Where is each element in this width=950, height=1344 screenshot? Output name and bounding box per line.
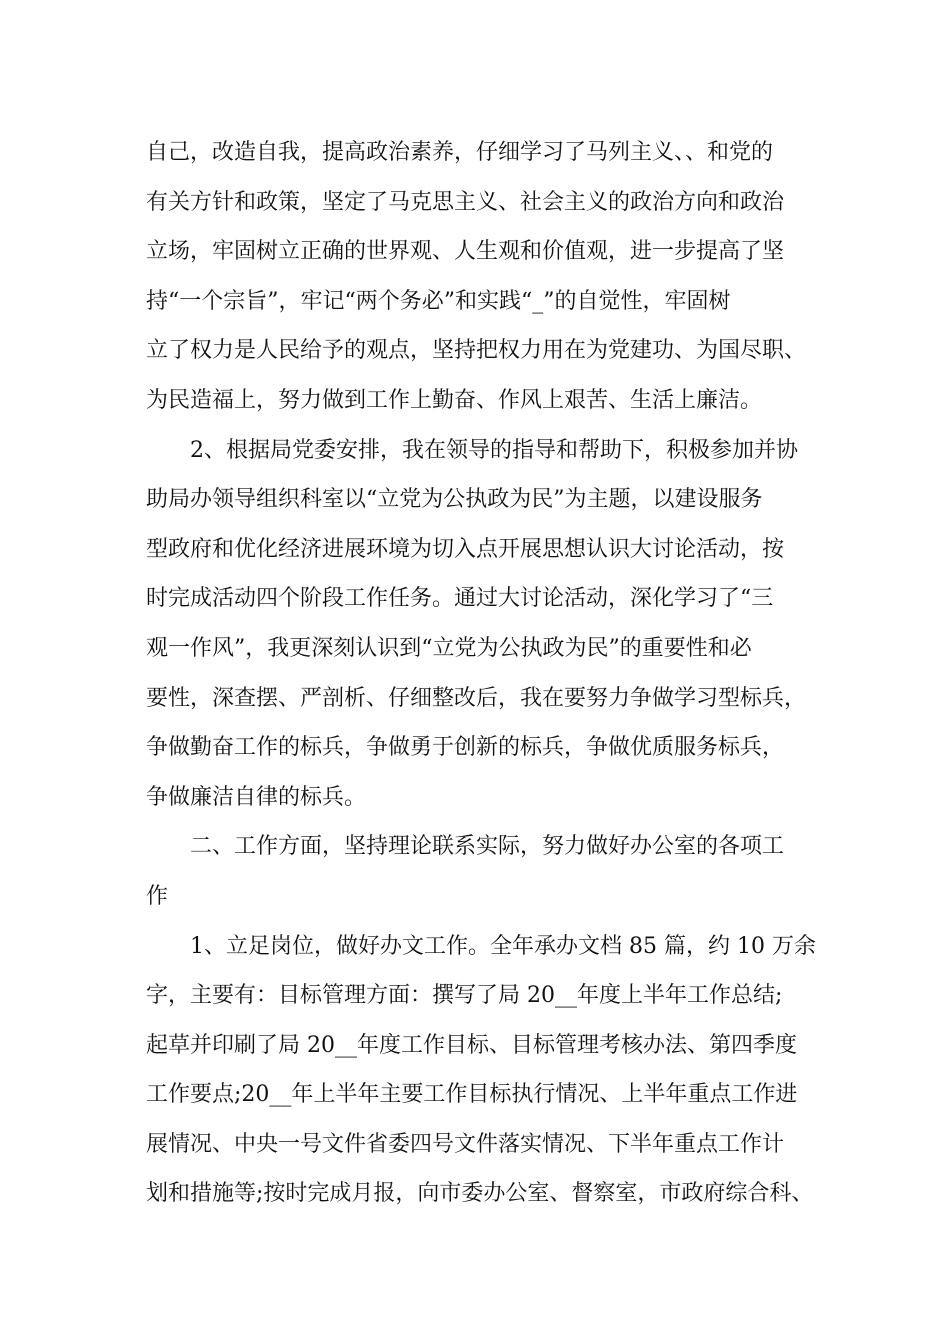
text-line: 要性，深查摆、严剖析、仔细整改后，我在要努力争做学习型标兵， (146, 685, 807, 711)
text-line: 争做勤奋工作的标兵，争做勇于创新的标兵，争做优质服务标兵， (146, 735, 785, 761)
text-line: 为民造福上，努力做到工作上勤奋、作风上艰苦、生活上廉洁。 (146, 387, 763, 413)
text-line: 观一作风”，我更深刻认识到“立党为公执政为民”的重要性和必 (146, 635, 752, 661)
text-line: 作 (146, 883, 169, 909)
text-line: 字，主要有：目标管理方面：撰写了局 20__年度上半年工作总结; (146, 983, 783, 1009)
text-line: 展情况、中央一号文件省委四号文件落实情况、下半年重点工作计 (146, 1131, 785, 1157)
text-line: 起草并印刷了局 20__年度工作目标、目标管理考核办法、第四季度 (146, 1032, 797, 1058)
text-line: 工作要点;20__年上半年主要工作目标执行情况、上半年重点工作进 (146, 1082, 798, 1108)
text-line: 争做廉洁自律的标兵。 (146, 784, 367, 810)
text-line: 型政府和优化经济进展环境为切入点开展思想认识大讨论活动，按 (146, 536, 785, 562)
text-line: 立了权力是人民给予的观点，坚持把权力用在为党建功、为国尽职、 (146, 338, 807, 364)
text-line: 自己，改造自我，提高政治素养，仔细学习了马列主义、、和党的 (146, 140, 774, 165)
text-line: 1、立足岗位，做好办文工作。全年承办文档 85 篇，约 10 万余 (190, 933, 816, 959)
text-line: 有关方针和政策，坚定了马克思主义、社会主义的政治方向和政治 (146, 189, 785, 215)
text-line: 划和措施等;按时完成月报，向市委办公室、督察室，市政府综合科、 (146, 1181, 814, 1207)
text-line: 二、工作方面，坚持理论联系实际，努力做好办公室的各项工 (190, 834, 785, 860)
text-line: 助局办领导组织科室以“立党为公执政为民”为主题，以建设服务 (146, 487, 763, 513)
text-line: 持“一个宗旨”，牢记“两个务必”和实践“_”的自觉性，牢固树 (146, 288, 731, 314)
text-line: 2、根据局党委安排，我在领导的指导和帮助下，积极参加并协 (190, 437, 798, 463)
document-body (146, 128, 836, 1219)
text-line: 立场，牢固树立正确的世界观、人生观和价值观，进一步提高了坚 (146, 239, 785, 265)
text-line: 时完成活动四个阶段工作任务。通过大讨论活动，深化学习了“三 (146, 586, 774, 612)
